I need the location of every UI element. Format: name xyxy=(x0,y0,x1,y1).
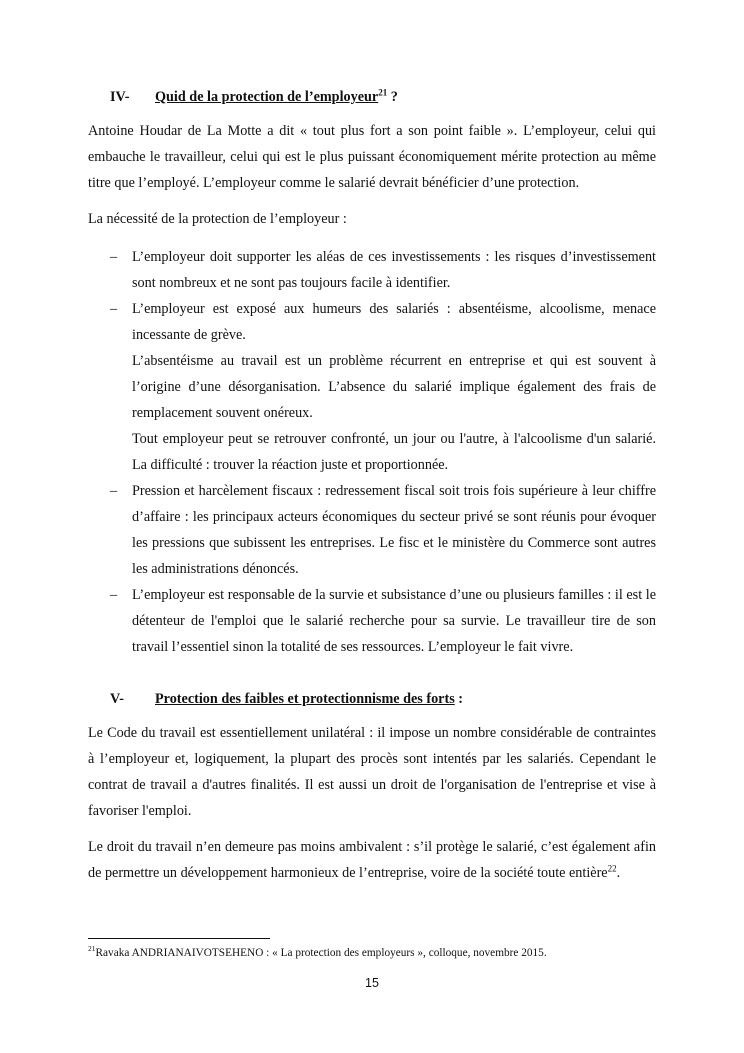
footnote-ref-21[interactable]: 21 xyxy=(378,87,388,98)
section-5-heading: V- Protection des faibles et protectionnisme des forts : xyxy=(88,688,656,710)
section-4-number: IV- xyxy=(110,89,130,105)
section-5-paragraph-2: Le droit du travail n’en demeure pas moins ambivalent : s’il protège le salarié, c’est également afin de permettre un développement harmonieux de l’entreprise, voire de la société toute entière$^{22}$. xyxy=(88,839,656,881)
section-4-heading: IV- Quid de la protection de l’employeur$^{21}$ ? xyxy=(88,86,656,108)
section-5-paragraph-1: Le Code du travail est essentiellement unilatéral : il impose un nombre considérable de contraintes à l’employeur et, logiquement, la plupart des procès sont intentés par les salariés. Cependant le contrat de travail a d'autres finalités. Il est aussi un droit de l'organisation de l'entreprise et vise à favoriser l'emploi. xyxy=(88,725,656,819)
list-item: – L’employeur est exposé aux humeurs des salariés : absentéisme, alcoolisme, menace incessante de grève. L’absentéisme au travail est un problème récurrent en entreprise et qui est souvent à l’origine d’une désorganisation. L’absence du salarié implique également des frais de remplacement souvent onéreux. Tout employeur peut se retrouver confronté, un jour ou l'autre, à l'alcoolisme d'un salarié. La difficulté : trouver la réaction juste et proportionnée. xyxy=(110,301,656,473)
section-4-title: Quid de la protection de l’employeur xyxy=(155,89,379,105)
list-item: – L’employeur est responsable de la survie et subsistance d’une ou plusieurs familles : il est le détenteur de l'emploi que le salarié recherche pour sa survie. Le travailleur tire de son travail l’essentiel sinon la totalité de ses ressources. L’employeur le fait vivre. xyxy=(110,587,656,655)
section-5-number: V- xyxy=(110,691,124,707)
page-number: 15 xyxy=(365,976,379,990)
footnote-divider xyxy=(88,938,270,939)
list-item: – L’employeur doit supporter les aléas de ces investissements : les risques d’investissement sont nombreux et ne sont pas toujours facile à identifier. xyxy=(110,249,656,291)
section-5-title: Protection des faibles et protectionnisme des forts xyxy=(155,691,455,707)
bullet-list xyxy=(88,244,656,660)
list-item: – Pression et harcèlement fiscaux : redressement fiscal soit trois fois supérieure à leur chiffre d’affaire : les principaux acteurs économiques du secteur privé se sont réunis pour évoquer les pressions que subissent les entreprises. Le fisc et le ministère du Commerce sont autres les administrations dénoncés. xyxy=(110,483,656,577)
footnote-ref-22[interactable]: 22 xyxy=(607,863,617,874)
footnote-21: $^{21}$Ravaka ANDRIANAIVOTSEHENO : « La protection des employeurs », colloque, novembre 2015. xyxy=(88,944,547,959)
section-4-paragraph-2: La nécessité de la protection de l’employeur : xyxy=(88,211,347,227)
document-page xyxy=(88,86,656,886)
section-4-paragraph-1: Antoine Houdar de La Motte a dit « tout plus fort a son point faible ». L’employeur, celui qui embauche le travailleur, celui qui est le plus puissant économiquement mérite protection au même titre que l’employé. L’employeur comme le salarié devrait bénéficier d’une protection. xyxy=(88,123,656,191)
